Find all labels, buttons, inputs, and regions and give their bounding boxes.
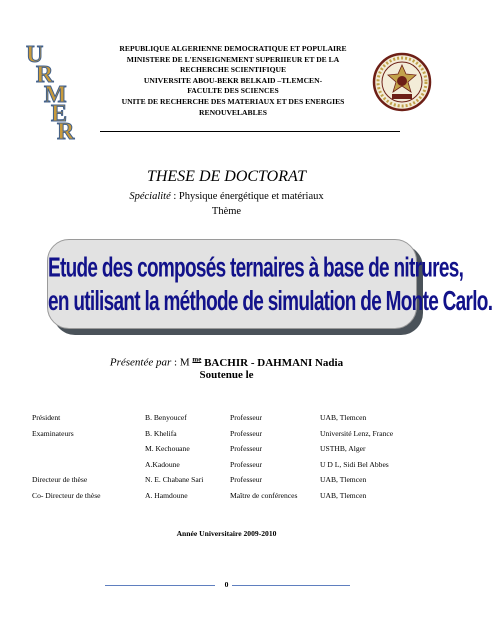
jury-rank: Maître de conférences <box>230 490 298 500</box>
header-line: UNITE DE RECHERCHE DES MATERIAUX ET DES ENERGIES <box>121 96 345 106</box>
subject-box <box>47 239 492 329</box>
jury-institution: UAB, Tlemcen <box>320 475 367 484</box>
specialty-line <box>0 190 453 203</box>
logo-letter-r: R <box>36 62 54 88</box>
jury-rank: Professeur <box>230 428 263 438</box>
academic-year: Année Universitaire 2009-2010 <box>176 529 277 538</box>
jury-institution: UAB, Tlemcen <box>320 490 367 500</box>
urmer-logo <box>24 38 82 145</box>
logo-letter-r2: R <box>57 119 75 145</box>
jury-rank: Professeur <box>230 413 263 422</box>
theme-label: Thème <box>211 206 242 217</box>
jury-name: A.Kadoune <box>145 459 180 469</box>
jury-role: Co- Directeur de thèse <box>32 490 101 500</box>
jury-role: Président <box>32 413 61 422</box>
header-line: MINISTERE DE L'ENSEIGNEMENT SUPERIIEUR ET DE LA <box>126 54 340 64</box>
university-seal-icon <box>372 52 432 112</box>
institution-header <box>100 44 366 118</box>
title-superscript: me <box>192 355 202 363</box>
presented-by-line <box>0 352 453 370</box>
header-line: FACULTE DES SCIENCES <box>187 86 279 96</box>
header-line: RENOUVELABLES <box>199 107 267 117</box>
jury-role: Examinateurs <box>32 428 74 438</box>
author-name: BACHIR - DAHMANI Nadia <box>201 356 344 369</box>
jury-rank: Professeur <box>230 444 263 453</box>
jury-name: B. Benyoucef <box>145 413 187 422</box>
presented-by-label: Présentée par <box>109 356 172 369</box>
specialty-value: : Physique énergétique et matériaux <box>170 191 324 202</box>
header-line: RECHERCHE SCIENTIFIQUE <box>179 65 287 75</box>
jury-rank: Professeur <box>230 459 263 469</box>
jury-name: M. Kechouane <box>145 444 190 453</box>
jury-institution: U D L, Sidi Bel Abbes <box>320 459 389 469</box>
header-line: REPUBLIQUE ALGERIENNE DEMOCRATIQUE ET POPULAIRE <box>119 44 347 53</box>
thesis-type-title: THESE DE DOCTORAT <box>146 168 307 185</box>
jury-rank: Professeur <box>230 475 263 484</box>
jury-institution: UAB, Tlemcen <box>320 413 367 422</box>
header-line: UNIVERSITE ABOU-BEKR BELKAID –TLEMCEN- <box>143 75 323 85</box>
page-number: 0 <box>224 580 229 589</box>
presented-separator: : M <box>171 356 193 369</box>
subject-line-2: en utilisant la méthode de simulation de Monte Carlo. <box>48 287 492 318</box>
specialty-label: Spécialité <box>129 191 171 202</box>
header-divider <box>100 131 400 132</box>
jury-name: A. Hamdoune <box>145 490 188 500</box>
jury-name: N. E. Chabane Sari <box>145 475 204 484</box>
jury-name: B. Khelifa <box>145 428 177 438</box>
logo-letter-u: U <box>26 42 44 68</box>
logo-letter-e: E <box>51 101 68 127</box>
logo-letter-m: M <box>44 82 67 108</box>
jury-role: Directeur de thèse <box>32 475 88 484</box>
jury-institution: USTHB, Alger <box>320 444 366 453</box>
subject-line-1: Etude des composés ternaires à base de nitrures, <box>48 253 464 284</box>
jury-institution: Université Lenz, France <box>320 428 394 438</box>
defended-label: Soutenue le <box>199 369 254 381</box>
